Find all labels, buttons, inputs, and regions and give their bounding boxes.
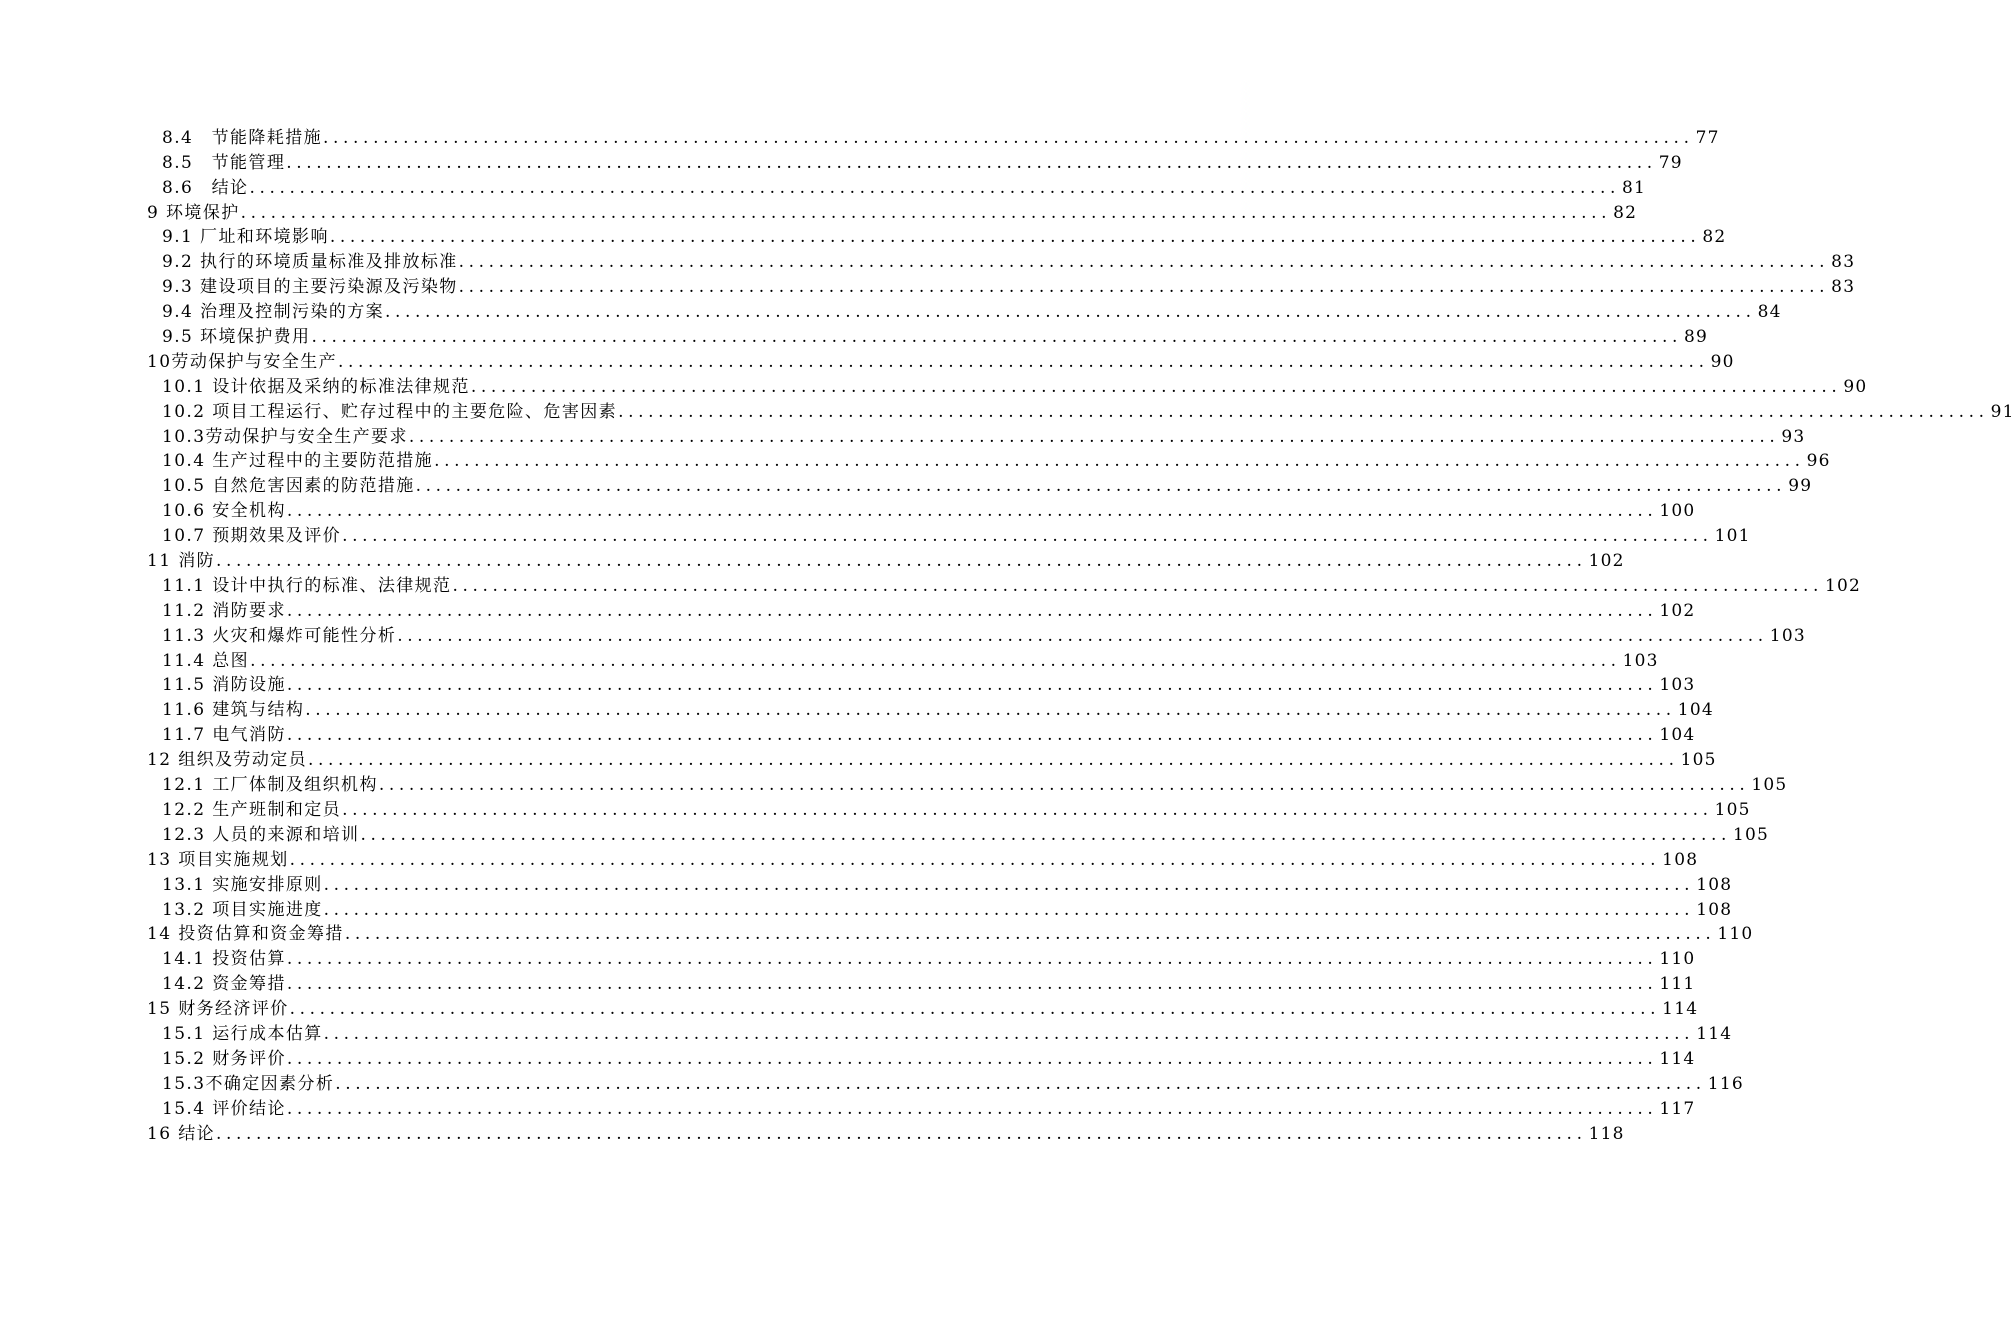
toc-section-entry[interactable] xyxy=(0,895,1733,920)
toc-entry-title: 16 结论 xyxy=(147,1123,216,1144)
toc-section-entry[interactable] xyxy=(0,322,1709,348)
toc-dot-leader: ......................................................................................................................................... xyxy=(286,974,1658,995)
toc-dot-leader: ......................................................................................................................................... xyxy=(286,600,1658,621)
toc-entry-title: 8.4 节能降耗措施 xyxy=(162,127,323,148)
toc-page-number: 83 xyxy=(1831,277,1856,298)
toc-section-entry[interactable] xyxy=(0,770,1788,796)
toc-page-number: 83 xyxy=(1831,252,1856,273)
toc-page-number: 104 xyxy=(1677,700,1714,721)
toc-section-entry[interactable] xyxy=(0,621,1806,646)
toc-entry-title: 11.4 总图 xyxy=(162,650,250,671)
toc-dot-leader: ......................................................................................................................................... xyxy=(240,202,1612,223)
toc-dot-leader: ......................................................................................................................................... xyxy=(408,426,1780,447)
toc-page-number: 103 xyxy=(1659,675,1696,696)
toc-dot-leader: ......................................................................................................................................... xyxy=(415,476,1787,497)
toc-page-number: 108 xyxy=(1696,874,1733,895)
toc-section-entry[interactable] xyxy=(0,372,1868,397)
toc-dot-leader: ......................................................................................................................................... xyxy=(385,302,1756,323)
toc-section-entry[interactable] xyxy=(0,496,1696,522)
toc-page-number: 89 xyxy=(1683,327,1709,348)
toc-dot-leader: ......................................................................................................................................... xyxy=(286,949,1658,970)
toc-entry-title: 11.1 设计中执行的标准、法律规范 xyxy=(162,575,452,596)
toc-entry-title: 10.1 设计依据及采纳的标准法律规范 xyxy=(162,376,470,397)
toc-page-number: 116 xyxy=(1707,1073,1744,1094)
toc-entry-title: 10.2 项目工程运行、贮存过程中的主要危险、危害因素 xyxy=(162,401,618,422)
toc-page-number: 104 xyxy=(1659,725,1696,746)
toc-page-number: 90 xyxy=(1710,351,1735,372)
toc-entry-title: 10.3劳动保护与安全生产要求 xyxy=(162,426,408,447)
toc-entry-title: 11 消防 xyxy=(147,551,216,572)
toc-entry-title: 9.3 建设项目的主要污染源及污染物 xyxy=(162,277,458,298)
toc-entry-title: 12.2 生产班制和定员 xyxy=(162,799,342,820)
toc-entry-title: 11.5 消防设施 xyxy=(162,675,286,696)
toc-page-number: 96 xyxy=(1806,451,1831,472)
toc-entry-title: 9.5 环境保护费用 xyxy=(162,327,311,348)
toc-section-entry[interactable] xyxy=(0,1094,1696,1119)
toc-section-entry[interactable] xyxy=(0,571,1862,596)
toc-section-entry[interactable] xyxy=(0,173,1647,198)
toc-page-number: 105 xyxy=(1751,775,1788,796)
toc-section-entry[interactable] xyxy=(0,521,1751,547)
toc-dot-leader: ......................................................................................................................................... xyxy=(249,177,1620,198)
toc-section-entry[interactable] xyxy=(0,471,1813,497)
toc-dot-leader: ......................................................................................................................................... xyxy=(305,700,1676,721)
toc-page-number: 99 xyxy=(1788,476,1813,497)
toc-dot-leader: ......................................................................................................................................... xyxy=(286,675,1658,696)
toc-dot-leader: ......................................................................................................................................... xyxy=(338,351,1709,372)
toc-dot-leader: ......................................................................................................................................... xyxy=(618,401,1989,422)
toc-section-entry[interactable] xyxy=(0,944,1696,970)
toc-entry-title: 15.1 运行成本估算 xyxy=(162,1023,323,1044)
toc-dot-leader: ......................................................................................................................................... xyxy=(286,1048,1658,1069)
toc-page-number: 108 xyxy=(1662,849,1699,870)
toc-page-number: 114 xyxy=(1662,999,1699,1020)
toc-section-entry[interactable] xyxy=(0,447,1831,472)
toc-section-entry[interactable] xyxy=(0,123,1720,148)
toc-section-entry[interactable] xyxy=(0,820,1770,845)
toc-entry-title: 11.6 建筑与结构 xyxy=(162,700,305,721)
toc-dot-leader: ......................................................................................................................................... xyxy=(323,874,1695,895)
toc-section-entry[interactable] xyxy=(0,247,1856,273)
toc-section-entry[interactable] xyxy=(0,1044,1696,1069)
toc-entry-title: 11.7 电气消防 xyxy=(162,725,286,746)
toc-entry-title: 12.3 人员的来源和培训 xyxy=(162,824,360,845)
table-of-contents xyxy=(0,123,2015,1144)
toc-page-number: 77 xyxy=(1695,127,1720,148)
toc-page-number: 105 xyxy=(1714,799,1751,820)
toc-entry-title: 10.6 安全机构 xyxy=(162,501,286,522)
toc-dot-leader: ......................................................................................................................................... xyxy=(286,501,1658,522)
toc-entry-title: 12.1 工厂体制及组织机构 xyxy=(162,775,378,796)
toc-chapter-entry[interactable] xyxy=(0,546,1625,572)
toc-section-entry[interactable] xyxy=(0,1069,1744,1094)
toc-page-number: 108 xyxy=(1696,899,1733,920)
toc-chapter-entry[interactable] xyxy=(0,845,1699,870)
toc-entry-title: 14 投资估算和资金筹措 xyxy=(147,924,344,945)
toc-section-entry[interactable] xyxy=(0,969,1696,995)
toc-entry-title: 10.7 预期效果及评价 xyxy=(162,526,342,547)
toc-section-entry[interactable] xyxy=(0,422,1806,447)
toc-dot-leader: ......................................................................................................................................... xyxy=(458,277,1830,298)
toc-dot-leader: ......................................................................................................................................... xyxy=(216,551,1587,572)
toc-section-entry[interactable] xyxy=(0,148,1683,173)
toc-page-number: 81 xyxy=(1621,177,1647,198)
toc-section-entry[interactable] xyxy=(0,671,1696,696)
toc-page-number: 100 xyxy=(1659,501,1696,522)
toc-entry-title: 9 环境保护 xyxy=(147,202,240,223)
toc-section-entry[interactable] xyxy=(0,646,1659,671)
toc-dot-leader: ......................................................................................................................................... xyxy=(286,152,1657,173)
toc-dot-leader: ......................................................................................................................................... xyxy=(323,1023,1695,1044)
toc-entry-title: 10.5 自然危害因素的防范措施 xyxy=(162,476,415,497)
toc-dot-leader: ......................................................................................................................................... xyxy=(289,999,1661,1020)
toc-dot-leader: ......................................................................................................................................... xyxy=(452,575,1823,596)
toc-page-number: 102 xyxy=(1659,600,1696,621)
toc-dot-leader: ......................................................................................................................................... xyxy=(329,227,1701,248)
toc-dot-leader: ......................................................................................................................................... xyxy=(434,451,1805,472)
toc-section-entry[interactable] xyxy=(0,695,1714,721)
toc-dot-leader: ......................................................................................................................................... xyxy=(286,1098,1658,1119)
toc-entry-title: 9.2 执行的环境质量标准及排放标准 xyxy=(162,252,458,273)
toc-chapter-entry[interactable] xyxy=(0,198,1638,223)
toc-page-number: 84 xyxy=(1757,302,1782,323)
toc-entry-title: 9.4 治理及控制污染的方案 xyxy=(162,302,385,323)
toc-dot-leader: ......................................................................................................................................... xyxy=(470,376,1842,397)
toc-page-number: 103 xyxy=(1769,625,1806,646)
toc-section-entry[interactable] xyxy=(0,720,1696,746)
toc-dot-leader: ......................................................................................................................................... xyxy=(308,750,1679,771)
toc-entry-title: 15 财务经济评价 xyxy=(147,999,289,1020)
toc-page-number: 105 xyxy=(1680,750,1717,771)
toc-entry-title: 13.2 项目实施进度 xyxy=(162,899,323,920)
toc-entry-title: 9.1 厂址和环境影响 xyxy=(162,227,329,248)
toc-entry-title: 14.1 投资估算 xyxy=(162,949,286,970)
toc-entry-title: 10.4 生产过程中的主要防范措施 xyxy=(162,451,434,472)
toc-chapter-entry[interactable] xyxy=(0,994,1699,1020)
toc-entry-title: 14.2 资金筹措 xyxy=(162,974,286,995)
toc-dot-leader: ......................................................................................................................................... xyxy=(323,899,1695,920)
toc-dot-leader: ......................................................................................................................................... xyxy=(378,775,1750,796)
toc-entry-title: 13.1 实施安排原则 xyxy=(162,874,323,895)
toc-entry-title: 8.5 节能管理 xyxy=(162,152,286,173)
toc-dot-leader: ......................................................................................................................................... xyxy=(216,1123,1587,1144)
toc-chapter-entry[interactable] xyxy=(0,1119,1625,1144)
toc-entry-title: 11.2 消防要求 xyxy=(162,600,286,621)
toc-page-number: 118 xyxy=(1588,1123,1625,1144)
toc-chapter-entry[interactable] xyxy=(0,347,1735,372)
toc-dot-leader: ......................................................................................................................................... xyxy=(311,327,1682,348)
toc-section-entry[interactable] xyxy=(0,1019,1733,1044)
toc-dot-leader: ......................................................................................................................................... xyxy=(342,526,1713,547)
toc-page-number: 102 xyxy=(1588,551,1625,572)
toc-page-number: 79 xyxy=(1658,152,1683,173)
toc-dot-leader: ......................................................................................................................................... xyxy=(289,849,1661,870)
toc-dot-leader: ......................................................................................................................................... xyxy=(458,252,1830,273)
toc-entry-title: 15.2 财务评价 xyxy=(162,1048,286,1069)
toc-dot-leader: ......................................................................................................................................... xyxy=(342,799,1713,820)
toc-page-number: 82 xyxy=(1702,227,1727,248)
toc-section-entry[interactable] xyxy=(0,223,1727,248)
toc-dot-leader: ......................................................................................................................................... xyxy=(323,127,1694,148)
toc-page-number: 110 xyxy=(1717,924,1754,945)
toc-entry-title: 12 组织及劳动定员 xyxy=(147,750,308,771)
toc-section-entry[interactable] xyxy=(0,596,1696,621)
toc-dot-leader: ......................................................................................................................................... xyxy=(286,725,1658,746)
toc-dot-leader: ......................................................................................................................................... xyxy=(397,625,1768,646)
toc-page-number: 101 xyxy=(1714,526,1751,547)
toc-section-entry[interactable] xyxy=(0,795,1751,820)
toc-section-entry[interactable] xyxy=(0,297,1782,323)
toc-entry-title: 13 项目实施规划 xyxy=(147,849,289,870)
toc-entry-title: 11.3 火灾和爆炸可能性分析 xyxy=(162,625,397,646)
toc-page-number: 111 xyxy=(1659,974,1696,995)
toc-page-number: 103 xyxy=(1622,650,1659,671)
toc-chapter-entry[interactable] xyxy=(0,920,1754,945)
toc-page-number: 110 xyxy=(1659,949,1696,970)
toc-entry-title: 15.3不确定因素分析 xyxy=(162,1073,335,1094)
toc-entry-title: 15.4 评价结论 xyxy=(162,1098,286,1119)
toc-page-number: 90 xyxy=(1843,376,1868,397)
toc-dot-leader: ......................................................................................................................................... xyxy=(360,824,1731,845)
toc-entry-title: 10劳动保护与安全生产 xyxy=(147,351,338,372)
toc-page-number: 105 xyxy=(1733,824,1770,845)
toc-section-entry[interactable] xyxy=(0,272,1856,298)
toc-page-number: 117 xyxy=(1659,1098,1696,1119)
toc-page-number: 82 xyxy=(1613,202,1638,223)
toc-entry-title: 8.6 结论 xyxy=(162,177,249,198)
toc-dot-leader: ......................................................................................................................................... xyxy=(335,1073,1706,1094)
toc-page-number: 93 xyxy=(1781,426,1806,447)
toc-dot-leader: ......................................................................................................................................... xyxy=(344,924,1716,945)
toc-page-number: 114 xyxy=(1659,1048,1696,1069)
toc-page-number: 102 xyxy=(1825,575,1862,596)
toc-page-number: 91 xyxy=(1990,401,2015,422)
toc-section-entry[interactable] xyxy=(0,870,1733,895)
toc-dot-leader: ......................................................................................................................................... xyxy=(250,650,1621,671)
toc-chapter-entry[interactable] xyxy=(0,745,1717,771)
toc-section-entry[interactable] xyxy=(0,397,2015,422)
toc-page-number: 114 xyxy=(1696,1023,1733,1044)
